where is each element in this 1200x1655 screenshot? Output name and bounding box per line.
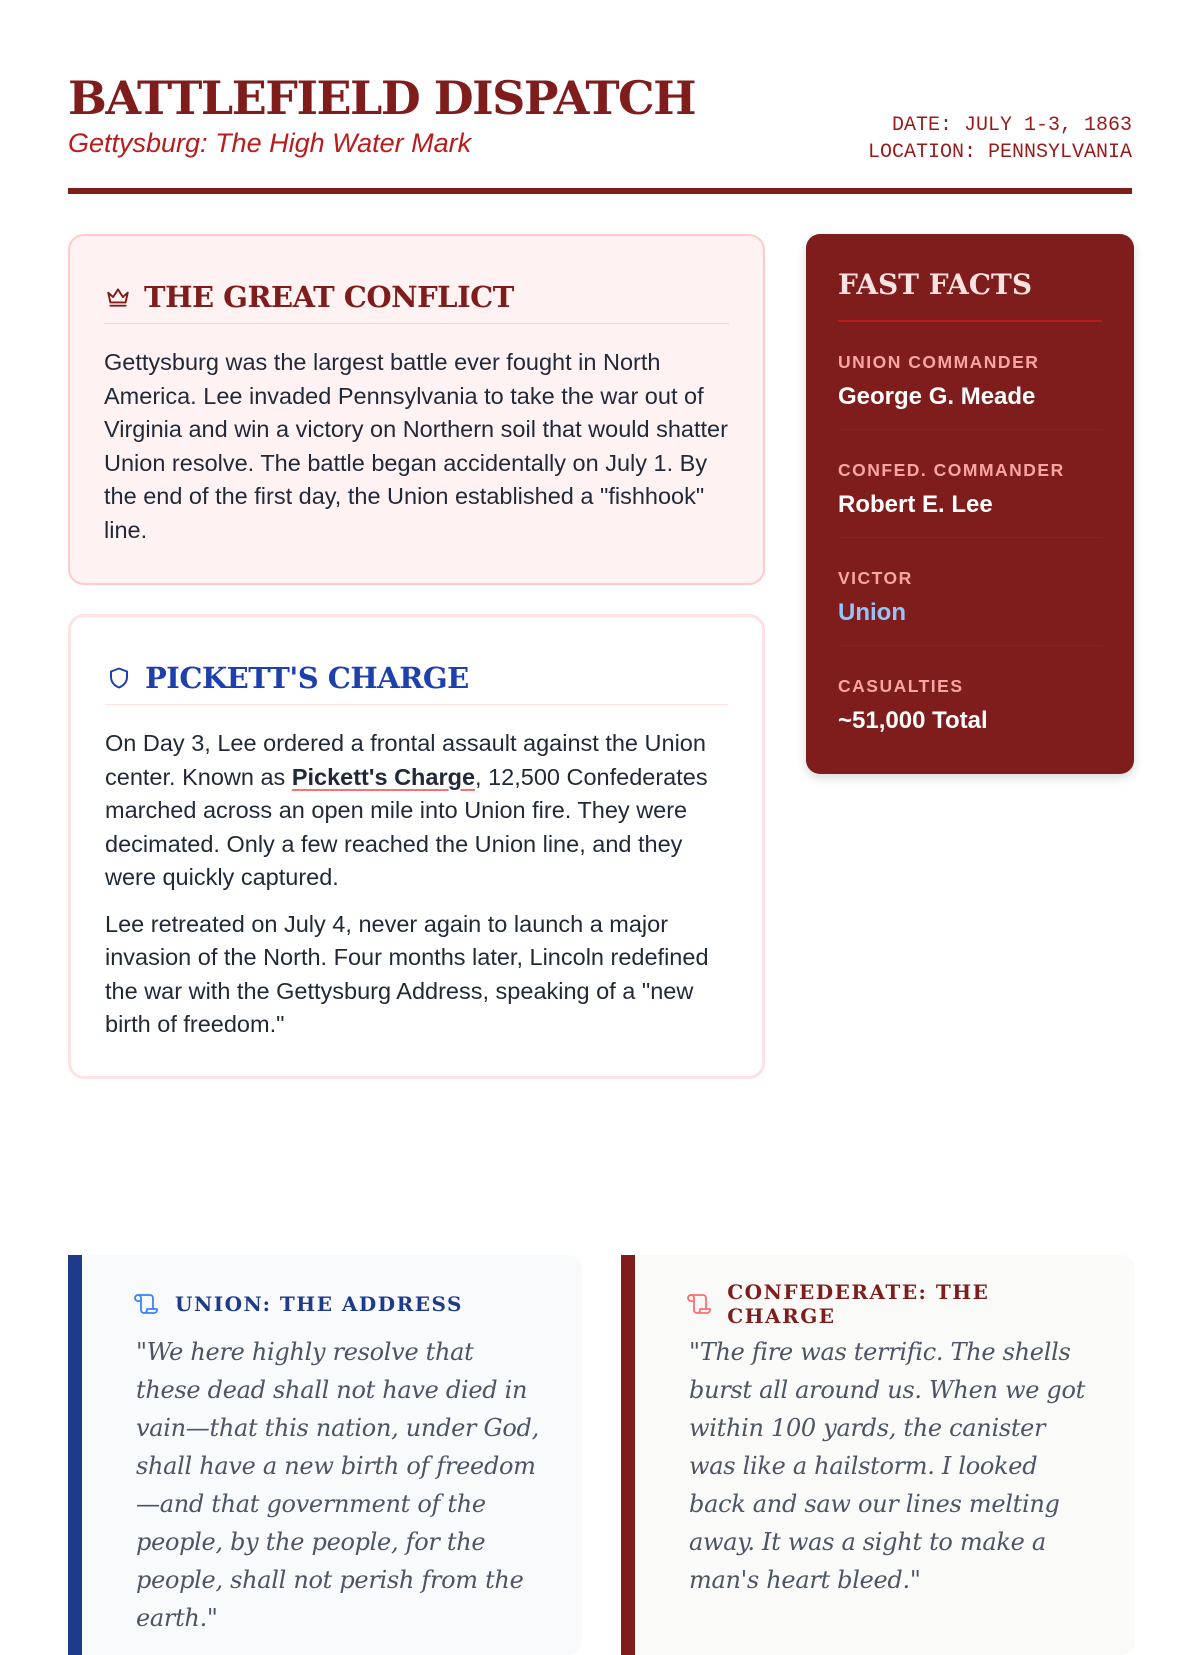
paragraph-text: , 12,500 Confederates marched across an open mile into Union fire. They were decimated. Only a few reached the Union line, and they were quickly captured. bbox=[105, 763, 708, 890]
fact-value: Union bbox=[838, 599, 906, 626]
picketts-charge-card bbox=[68, 614, 765, 1079]
shield-icon bbox=[105, 664, 133, 692]
fact-victor bbox=[838, 538, 1102, 646]
fact-casualties bbox=[838, 646, 1102, 754]
page-subtitle: Gettysburg: The High Water Mark bbox=[68, 128, 472, 158]
dispatch-meta bbox=[868, 112, 1132, 166]
fact-value: Robert E. Lee bbox=[838, 491, 993, 518]
great-conflict-card bbox=[68, 234, 765, 585]
confederate-quote-card bbox=[621, 1255, 1135, 1655]
picketts-charge-highlight: Pickett's Charge bbox=[291, 763, 476, 790]
fact-value: ~51,000 Total bbox=[838, 707, 988, 734]
fact-union-commander bbox=[838, 322, 1102, 430]
confederate-quote-text: "The fire was terrific. The shells burst all around us. When we got within 100 yards, the canister was like a hailstorm. I looked back and saw our lines melting away. It was a sight to make a man's heart bleed." bbox=[689, 1338, 1085, 1594]
great-conflict-body: Gettysburg was the largest battle ever fought in North America. Lee invaded Pennsylvania to take the war out of Virginia and win a victory on Northern soil that would shatter Union resolve. The battle began accidentally on July 1. By the end of the first day, the Union established a "fishhook" line. bbox=[104, 349, 728, 543]
paragraph-text: On Day 3, Lee ordered a frontal assault against the Union center. Known as bbox=[105, 730, 706, 790]
confederate-quote-header bbox=[689, 1280, 1095, 1328]
page-title: BATTLEFIELD DISPATCH bbox=[68, 71, 696, 125]
great-conflict-title: THE GREAT CONFLICT bbox=[144, 279, 514, 314]
dispatch-location: LOCATION: PENNSYLVANIA bbox=[867, 141, 1132, 164]
fast-facts-panel bbox=[806, 234, 1134, 774]
picketts-charge-header bbox=[105, 651, 728, 705]
fact-label: UNION COMMANDER bbox=[838, 352, 1040, 372]
great-conflict-header bbox=[104, 270, 729, 324]
union-quote-header bbox=[136, 1289, 542, 1319]
crown-icon bbox=[104, 283, 132, 311]
picketts-charge-title: PICKETT'S CHARGE bbox=[145, 660, 469, 695]
confederate-quote-label: CONFEDERATE: THE CHARGE bbox=[727, 1280, 990, 1328]
fact-label: CASUALTIES bbox=[838, 676, 964, 696]
scroll-icon bbox=[689, 1291, 714, 1317]
fact-confed-commander bbox=[838, 430, 1102, 538]
fact-label: VICTOR bbox=[838, 568, 913, 588]
picketts-charge-paragraph-2: Lee retreated on July 4, never again to launch a major invasion of the North. Four months later, Lincoln redefined the war with the Gettysburg Address, speaking of a "new birth of freedom." bbox=[105, 910, 709, 1037]
union-quote-text: "We here highly resolve that these dead shall not have died in vain—that this nation, under God, shall have a new birth of freedom—and that government of the people, by the people, for the people, shall not perish from the earth." bbox=[136, 1338, 539, 1632]
fact-value: George G. Meade bbox=[838, 383, 1036, 410]
scroll-icon bbox=[136, 1291, 162, 1317]
union-quote-card bbox=[68, 1255, 582, 1655]
fast-facts-title: FAST FACTS bbox=[838, 268, 1102, 322]
page-header bbox=[68, 70, 1132, 194]
fact-label: CONFED. COMMANDER bbox=[838, 460, 1065, 480]
dispatch-date: DATE: JULY 1-3, 1863 bbox=[891, 114, 1132, 137]
union-quote-label: UNION: THE ADDRESS bbox=[175, 1292, 463, 1316]
picketts-charge-paragraph-1 bbox=[105, 727, 728, 895]
